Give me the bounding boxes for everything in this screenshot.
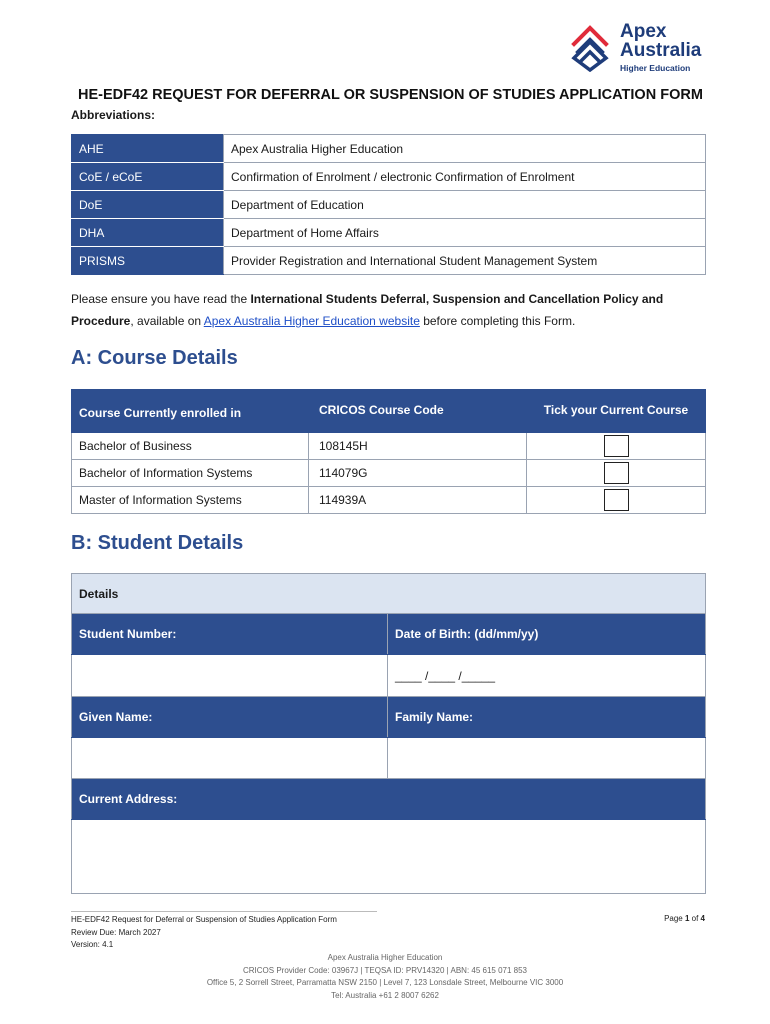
abbreviation-row bbox=[72, 163, 706, 191]
course-tick-cell bbox=[527, 460, 706, 487]
abbreviation-value: Confirmation of Enrolment / electronic Confirmation of Enrolment bbox=[224, 163, 706, 191]
document-title: HE-EDF42 REQUEST FOR DEFERRAL OR SUSPENSION OF STUDIES APPLICATION FORM bbox=[78, 87, 703, 103]
name-header-row bbox=[72, 697, 706, 738]
address-input-row bbox=[72, 820, 706, 894]
course-code: 114079G bbox=[309, 460, 527, 487]
abbreviation-value: Provider Registration and International Student Management System bbox=[224, 247, 706, 275]
given-name-label: Given Name: bbox=[72, 697, 388, 738]
student-input-row bbox=[72, 655, 706, 697]
course-row bbox=[72, 460, 706, 487]
details-label: Details bbox=[72, 574, 706, 614]
course-name: Bachelor of Information Systems bbox=[72, 460, 309, 487]
abbreviation-row bbox=[72, 247, 706, 275]
footer-org: Apex Australia Higher Education bbox=[327, 953, 443, 962]
abbreviation-value: Department of Education bbox=[224, 191, 706, 219]
abbreviation-row bbox=[72, 135, 706, 163]
footer-address-line: Office 5, 2 Sorrell Street, Parramatta NSW 2150 | Level 7, 123 Lonsdale Street, Melbourne VIC 3000 bbox=[206, 978, 564, 987]
current-address-field[interactable] bbox=[72, 820, 706, 894]
dob-label: Date of Birth: (dd/mm/yy) bbox=[388, 614, 706, 655]
intro-text-1: Please ensure you have read the bbox=[71, 292, 251, 306]
student-number-field[interactable] bbox=[72, 655, 388, 697]
website-link[interactable]: Apex Australia Higher Education website bbox=[203, 314, 420, 328]
abbreviation-key: AHE bbox=[72, 135, 224, 163]
policy-name: International Students Deferral, Suspension and Cancellation Policy and Procedure bbox=[71, 292, 664, 328]
student-details-table bbox=[71, 573, 706, 894]
page-current: 1 bbox=[684, 914, 690, 923]
footer-doc-info bbox=[71, 914, 337, 952]
footer-doc-name: HE-EDF42 Request for Deferral or Suspension of Studies Application Form bbox=[71, 915, 337, 924]
page-prefix: Page bbox=[664, 914, 685, 923]
abbreviation-key: DHA bbox=[72, 219, 224, 247]
course-row bbox=[72, 433, 706, 460]
course-checkbox-bachelor-business[interactable] bbox=[604, 435, 629, 457]
abbreviation-key: CoE / eCoE bbox=[72, 163, 224, 191]
course-checkbox-bachelor-is[interactable] bbox=[604, 462, 629, 484]
course-checkbox-master-is[interactable] bbox=[604, 489, 629, 511]
student-number-label: Student Number: bbox=[72, 614, 388, 655]
abbreviation-value: Apex Australia Higher Education bbox=[224, 135, 706, 163]
family-name-field[interactable] bbox=[388, 738, 706, 779]
header-course: Course Currently enrolled in bbox=[72, 390, 309, 433]
abbreviation-key: PRISMS bbox=[72, 247, 224, 275]
family-name-label: Family Name: bbox=[388, 697, 706, 738]
course-tick-cell bbox=[527, 487, 706, 514]
current-address-label: Current Address: bbox=[72, 779, 706, 820]
apex-logo bbox=[570, 22, 710, 74]
abbreviation-row bbox=[72, 219, 706, 247]
footer-provider-line: CRICOS Provider Code: 03967J | TEQSA ID: PRV14320 | ABN: 45 615 071 853 bbox=[242, 965, 528, 975]
footer-divider bbox=[71, 911, 377, 912]
course-header-row bbox=[72, 390, 706, 433]
address-header-row bbox=[72, 779, 706, 820]
course-name: Master of Information Systems bbox=[72, 487, 309, 514]
details-row bbox=[72, 574, 706, 614]
page-total: 4 bbox=[700, 914, 705, 923]
course-name: Bachelor of Business bbox=[72, 433, 309, 460]
abbreviation-row bbox=[72, 191, 706, 219]
page-of: of bbox=[689, 914, 701, 923]
header-cricos-code: CRICOS Course Code bbox=[309, 390, 527, 433]
abbreviation-key: DoE bbox=[72, 191, 224, 219]
footer-version: Version: 4.1 bbox=[71, 940, 114, 949]
section-a-heading: A: Course Details bbox=[71, 347, 238, 369]
course-details-table bbox=[71, 389, 706, 514]
dob-placeholder: ____ /____ /_____ bbox=[395, 668, 496, 683]
intro-text-3: before completing this Form. bbox=[419, 314, 576, 328]
abbreviation-value: Department of Home Affairs bbox=[224, 219, 706, 247]
footer-review-due: Review Due: March 2027 bbox=[71, 927, 161, 937]
course-code: 108145H bbox=[309, 433, 527, 460]
logo-word-higher-education: Higher Education bbox=[620, 63, 691, 73]
given-name-field[interactable] bbox=[72, 738, 388, 779]
name-input-row bbox=[72, 738, 706, 779]
footer-page-number bbox=[664, 914, 705, 923]
abbreviations-label: Abbreviations: bbox=[71, 108, 156, 122]
footer-tel-line: Tel: Australia +61 2 8007 6262 bbox=[331, 990, 439, 1000]
course-code: 114939A bbox=[309, 487, 527, 514]
apex-logo-mark-icon bbox=[570, 22, 616, 72]
footer-organisation-info bbox=[0, 952, 770, 1002]
logo-word-australia: Australia bbox=[620, 40, 702, 61]
intro-text-2: , available on bbox=[130, 314, 204, 328]
dob-field[interactable] bbox=[388, 655, 706, 697]
course-row bbox=[72, 487, 706, 514]
section-b-heading: B: Student Details bbox=[71, 532, 244, 554]
abbreviations-table bbox=[71, 134, 706, 275]
logo-word-apex: Apex bbox=[620, 21, 667, 42]
header-tick-course: Tick your Current Course bbox=[527, 390, 706, 433]
intro-paragraph bbox=[71, 288, 711, 332]
student-header-row bbox=[72, 614, 706, 655]
course-tick-cell bbox=[527, 433, 706, 460]
